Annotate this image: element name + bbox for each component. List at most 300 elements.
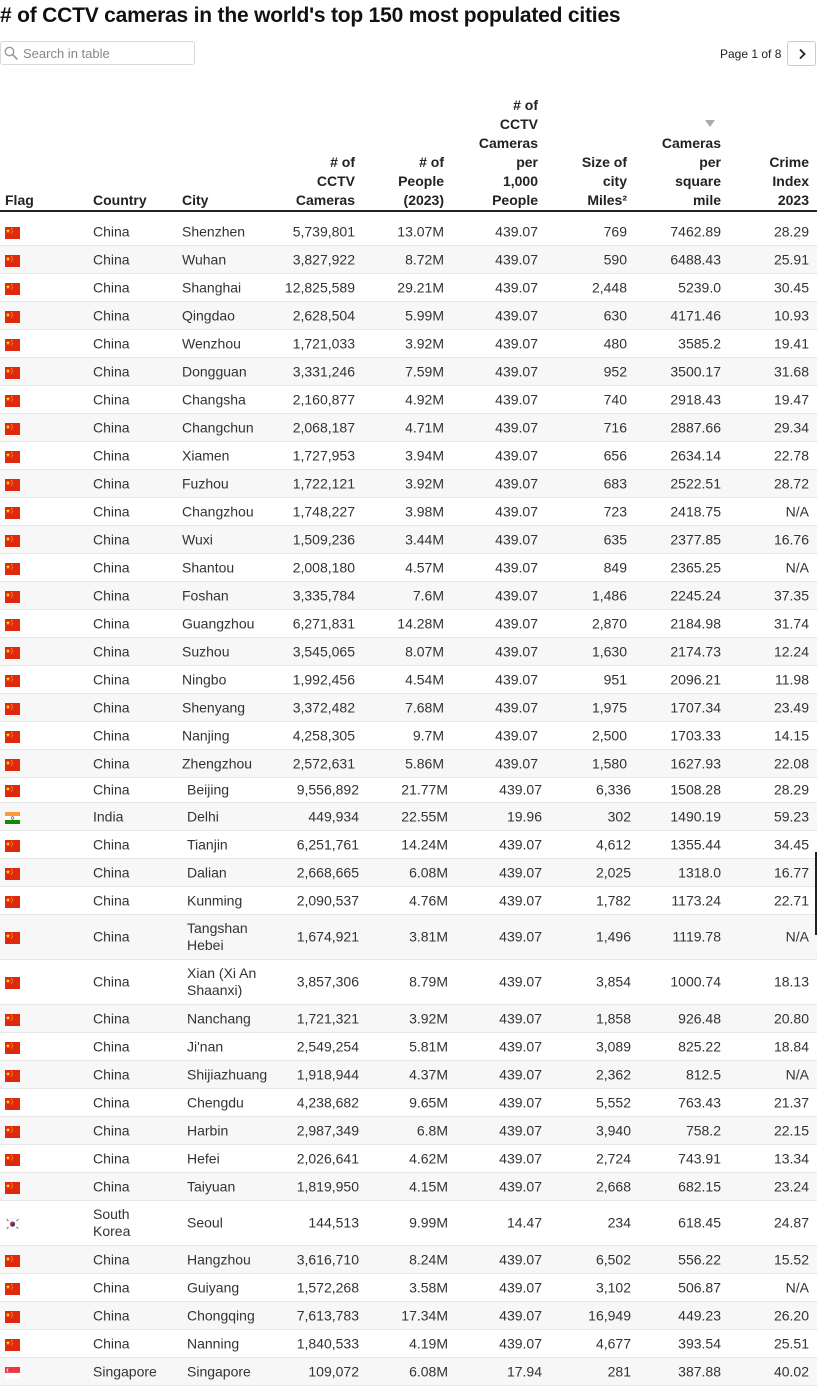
city-size-cell: 849 — [603, 559, 627, 575]
cameras-per-1000-cell: 439.07 — [495, 503, 538, 519]
table-row[interactable] — [0, 470, 817, 498]
country-cell: China — [93, 973, 130, 990]
country-cell: China — [93, 1066, 130, 1082]
crime-index-cell: 19.47 — [773, 391, 809, 407]
next-page-button[interactable] — [787, 41, 816, 66]
cameras-per-sq-mile-cell: 2245.24 — [670, 587, 721, 603]
country-cell: China — [93, 531, 130, 547]
city-size-cell: 480 — [603, 335, 627, 351]
city-size-cell: 1,580 — [591, 755, 627, 771]
cameras-per-1000-cell: 439.07 — [499, 781, 542, 798]
table-row[interactable] — [0, 831, 817, 859]
country-cell: China — [93, 755, 130, 771]
cameras-per-1000-cell: 439.07 — [499, 1178, 542, 1194]
city-cell: Ningbo — [182, 671, 227, 687]
cameras-per-sq-mile-cell: 682.15 — [678, 1178, 721, 1194]
people-cell: 8.24M — [409, 1251, 448, 1267]
china-flag-icon — [5, 1338, 20, 1350]
cameras-per-1000-cell: 439.07 — [495, 671, 538, 687]
country-cell: China — [93, 643, 130, 659]
cameras-per-1000-cell: 439.07 — [499, 928, 542, 945]
country-cell: China — [93, 335, 130, 351]
cameras-per-1000-cell: 14.47 — [506, 1214, 542, 1231]
search-box[interactable] — [0, 41, 195, 65]
cameras-per-sq-mile-cell: 2096.21 — [670, 671, 721, 687]
china-flag-icon — [5, 730, 20, 742]
cameras-cell: 2,068,187 — [292, 419, 355, 435]
crime-index-cell: N/A — [785, 1279, 809, 1295]
country-cell: China — [93, 1178, 130, 1194]
china-flag-icon — [5, 254, 20, 266]
cameras-cell: 2,008,180 — [292, 559, 355, 575]
china-flag-icon — [5, 1181, 20, 1193]
city-size-cell: 3,102 — [595, 1279, 631, 1295]
cameras-per-sq-mile-cell: 1318.0 — [678, 864, 721, 880]
city-size-cell: 723 — [603, 503, 627, 519]
china-flag-icon — [5, 422, 20, 434]
people-cell: 5.86M — [405, 755, 444, 771]
crime-index-cell: N/A — [785, 503, 809, 519]
people-cell: 3.58M — [409, 1279, 448, 1295]
china-flag-icon — [5, 758, 20, 770]
crime-index-cell: 40.02 — [773, 1363, 809, 1379]
people-cell: 8.72M — [405, 251, 444, 267]
city-cell: Hangzhou — [187, 1251, 251, 1267]
city-cell: Nanjing — [182, 727, 230, 743]
crime-index-cell: 31.68 — [773, 363, 809, 379]
table-row[interactable] — [0, 582, 817, 610]
cameras-cell: 2,572,631 — [292, 755, 355, 771]
city-size-cell: 635 — [603, 531, 627, 547]
city-cell: Harbin — [187, 1122, 229, 1138]
cameras-per-sq-mile-cell: 449.23 — [678, 1307, 721, 1323]
city-size-cell: 1,630 — [591, 643, 627, 659]
cameras-per-sq-mile-cell: 763.43 — [678, 1094, 721, 1110]
city-cell: Qingdao — [182, 307, 235, 323]
crime-index-cell: 12.24 — [773, 643, 809, 659]
city-cell: Shanghai — [182, 279, 242, 295]
column-header-city[interactable]: City — [182, 192, 209, 208]
table-row[interactable] — [0, 1246, 817, 1274]
cameras-per-sq-mile-cell: 4171.46 — [670, 307, 721, 323]
cameras-cell: 3,616,710 — [296, 1251, 359, 1267]
people-cell: 8.07M — [405, 643, 444, 659]
city-size-cell: 2,668 — [595, 1178, 631, 1194]
crime-index-cell: N/A — [785, 928, 809, 945]
people-cell: 3.92M — [405, 475, 444, 491]
crime-index-cell: 22.08 — [773, 755, 809, 771]
country-cell: China — [93, 671, 130, 687]
city-cell: Chengdu — [187, 1094, 244, 1110]
china-flag-icon — [5, 1013, 20, 1025]
city-size-cell: 1,975 — [591, 699, 627, 715]
city-size-cell: 952 — [603, 363, 627, 379]
crime-index-cell: 11.98 — [775, 671, 809, 687]
table-row[interactable] — [0, 274, 817, 302]
city-cell: Changsha — [182, 391, 246, 407]
sort-descending-icon[interactable] — [705, 120, 715, 127]
table-row[interactable] — [0, 414, 817, 442]
cameras-cell: 3,372,482 — [292, 699, 355, 715]
people-cell: 5.81M — [409, 1038, 448, 1054]
city-size-cell: 6,336 — [595, 781, 631, 798]
cameras-cell: 449,934 — [308, 808, 359, 824]
country-cell: China — [93, 475, 130, 491]
city-cell: Taiyuan — [187, 1178, 236, 1194]
crime-index-cell: 25.91 — [773, 251, 809, 267]
crime-index-cell: 10.93 — [773, 307, 809, 323]
cameras-per-sq-mile-cell: 758.2 — [685, 1122, 721, 1138]
city-cell: Shantou — [182, 559, 235, 575]
china-flag-icon — [5, 618, 20, 630]
city-cell: Zhengzhou — [182, 755, 253, 771]
city-cell: Seoul — [187, 1214, 223, 1231]
china-flag-icon — [5, 450, 20, 462]
city-cell: Singapore — [187, 1363, 251, 1379]
column-header-cameras-per-1000[interactable]: # of CCTV Cameras per 1,000 People — [478, 97, 538, 208]
city-size-cell: 2,724 — [595, 1150, 631, 1166]
table-row[interactable] — [0, 1173, 817, 1201]
cameras-per-sq-mile-cell: 6488.43 — [670, 251, 721, 267]
people-cell: 22.55M — [401, 808, 448, 824]
people-cell: 3.98M — [405, 503, 444, 519]
cameras-per-sq-mile-cell: 3585.2 — [678, 335, 721, 351]
city-size-cell: 1,496 — [595, 928, 631, 945]
table-row[interactable] — [0, 960, 817, 1005]
column-header-people[interactable]: # of People (2023) — [398, 154, 444, 208]
cameras-cell: 1,819,950 — [296, 1178, 359, 1194]
cameras-per-sq-mile-cell: 2522.51 — [670, 475, 721, 491]
china-flag-icon — [5, 590, 20, 602]
table-row[interactable] — [0, 778, 817, 803]
cameras-per-sq-mile-cell: 1707.34 — [670, 699, 721, 715]
crime-index-cell: 28.72 — [773, 475, 809, 491]
people-cell: 8.79M — [409, 973, 448, 990]
city-size-cell: 234 — [607, 1214, 631, 1231]
cameras-per-1000-cell: 439.07 — [495, 475, 538, 491]
crime-index-cell: 24.87 — [773, 1214, 809, 1231]
cameras-per-1000-cell: 439.07 — [495, 615, 538, 631]
cameras-per-sq-mile-cell: 393.54 — [678, 1335, 721, 1351]
table-row[interactable] — [0, 526, 817, 554]
people-cell: 3.81M — [409, 928, 448, 945]
city-size-cell: 630 — [603, 307, 627, 323]
table-row[interactable] — [0, 1089, 817, 1117]
city-cell: Foshan — [182, 587, 229, 603]
cameras-cell: 144,513 — [308, 1214, 359, 1231]
table-row[interactable] — [0, 750, 817, 778]
cameras-cell: 1,992,456 — [292, 671, 355, 687]
table-row[interactable] — [0, 554, 817, 582]
people-cell: 3.44M — [405, 531, 444, 547]
cameras-cell: 1,748,227 — [292, 503, 355, 519]
crime-index-cell: N/A — [785, 559, 809, 575]
china-flag-icon — [5, 1125, 20, 1137]
country-cell: China — [93, 223, 130, 239]
china-flag-icon — [5, 976, 20, 988]
column-header-flag[interactable]: Flag — [5, 192, 34, 208]
people-cell: 4.71M — [405, 419, 444, 435]
country-cell: China — [93, 864, 130, 880]
cameras-per-1000-cell: 19.96 — [506, 808, 542, 824]
table-row[interactable] — [0, 859, 817, 887]
cameras-per-sq-mile-cell: 2184.98 — [670, 615, 721, 631]
city-cell: Tangshan Hebei — [187, 920, 248, 953]
cameras-per-sq-mile-cell: 2377.85 — [670, 531, 721, 547]
table-row[interactable] — [0, 915, 817, 960]
cameras-per-1000-cell: 17.94 — [506, 1363, 542, 1379]
country-cell: Singapore — [93, 1363, 157, 1379]
city-size-cell: 3,854 — [595, 973, 631, 990]
china-flag-icon — [5, 1282, 20, 1294]
cameras-cell: 6,251,761 — [296, 836, 359, 852]
table-row[interactable] — [0, 694, 817, 722]
cameras-per-1000-cell: 439.07 — [495, 363, 538, 379]
cameras-cell: 2,987,349 — [296, 1122, 359, 1138]
crime-index-cell: N/A — [785, 1066, 809, 1082]
country-cell: China — [93, 1335, 130, 1351]
city-cell: Beijing — [187, 781, 230, 798]
cameras-cell: 12,825,589 — [284, 279, 355, 295]
column-header-cameras[interactable]: # of CCTV Cameras — [295, 154, 355, 208]
cameras-cell: 5,739,801 — [292, 223, 355, 239]
china-flag-icon — [5, 839, 20, 851]
search-icon — [4, 46, 18, 60]
city-size-cell: 3,089 — [595, 1038, 631, 1054]
city-size-cell: 3,940 — [595, 1122, 631, 1138]
china-flag-icon — [5, 646, 20, 658]
table-row[interactable] — [0, 218, 817, 246]
country-cell: China — [93, 559, 130, 575]
table-row[interactable] — [0, 330, 817, 358]
column-header-cameras-per-sq-mile[interactable]: Cameras per square mile — [661, 135, 721, 208]
country-cell: China — [93, 1150, 130, 1166]
country-cell: China — [93, 1094, 130, 1110]
people-cell: 3.94M — [405, 447, 444, 463]
table-row[interactable] — [0, 442, 817, 470]
cameras-per-sq-mile-cell: 556.22 — [678, 1251, 721, 1267]
city-size-cell: 590 — [603, 251, 627, 267]
page-indicator: Page 1 of 8 — [720, 47, 782, 61]
country-cell: China — [93, 587, 130, 603]
cameras-cell: 9,556,892 — [296, 781, 359, 798]
city-size-cell: 1,486 — [591, 587, 627, 603]
city-size-cell: 2,870 — [591, 615, 627, 631]
table-row[interactable] — [0, 358, 817, 386]
people-cell: 29.21M — [397, 279, 444, 295]
cameras-per-1000-cell: 439.07 — [499, 1307, 542, 1323]
city-size-cell: 4,612 — [595, 836, 631, 852]
city-size-cell: 769 — [603, 223, 627, 239]
cameras-cell: 7,613,783 — [296, 1307, 359, 1323]
cameras-cell: 3,827,922 — [292, 251, 355, 267]
cameras-per-sq-mile-cell: 1173.24 — [671, 892, 721, 908]
city-cell: Dalian — [187, 864, 227, 880]
city-cell: Guangzhou — [182, 615, 255, 631]
china-flag-icon — [5, 702, 20, 714]
table-row[interactable] — [0, 1033, 817, 1061]
city-cell: Nanning — [187, 1335, 240, 1351]
cameras-per-sq-mile-cell: 7462.89 — [670, 223, 721, 239]
crime-index-cell: 13.34 — [773, 1150, 809, 1166]
country-cell: China — [93, 1251, 130, 1267]
table-row[interactable] — [0, 1330, 817, 1358]
crime-index-cell: 22.71 — [773, 892, 809, 908]
cameras-cell: 1,722,121 — [292, 475, 355, 491]
china-flag-icon — [5, 674, 20, 686]
city-cell: Changchun — [182, 419, 254, 435]
china-flag-icon — [5, 562, 20, 574]
cameras-cell: 4,258,305 — [292, 727, 355, 743]
column-header-country[interactable]: Country — [93, 192, 147, 208]
cameras-per-1000-cell: 439.07 — [499, 1094, 542, 1110]
cameras-per-1000-cell: 439.07 — [499, 1150, 542, 1166]
china-flag-icon — [5, 931, 20, 943]
people-cell: 4.57M — [405, 559, 444, 575]
crime-index-cell: 18.13 — [773, 973, 809, 990]
china-flag-icon — [5, 1041, 20, 1053]
cameras-per-1000-cell: 439.07 — [499, 1279, 542, 1295]
city-size-cell: 2,500 — [591, 727, 627, 743]
crime-index-cell: 28.29 — [773, 781, 809, 798]
crime-index-cell: 22.78 — [773, 447, 809, 463]
country-cell: China — [93, 279, 130, 295]
table-row[interactable] — [0, 498, 817, 526]
table-row[interactable] — [0, 887, 817, 915]
cameras-per-1000-cell: 439.07 — [495, 699, 538, 715]
cameras-per-1000-cell: 439.07 — [495, 531, 538, 547]
cameras-per-sq-mile-cell: 1119.78 — [672, 928, 721, 945]
cameras-per-sq-mile-cell: 812.5 — [685, 1066, 721, 1082]
china-flag-icon — [5, 338, 20, 350]
cameras-per-1000-cell: 439.07 — [499, 1066, 542, 1082]
country-cell: China — [93, 781, 130, 798]
china-flag-icon — [5, 1097, 20, 1109]
cameras-per-1000-cell: 439.07 — [495, 559, 538, 575]
column-header-crime-index[interactable]: Crime Index 2023 — [769, 154, 809, 208]
people-cell: 14.28M — [397, 615, 444, 631]
table-row[interactable] — [0, 386, 817, 414]
table-row[interactable] — [0, 610, 817, 638]
cameras-per-1000-cell: 439.07 — [499, 864, 542, 880]
search-input[interactable] — [23, 42, 191, 64]
crime-index-cell: 20.80 — [773, 1010, 809, 1026]
city-cell: Tianjin — [187, 836, 228, 852]
cameras-cell: 3,331,246 — [292, 363, 355, 379]
table-row[interactable] — [0, 1201, 817, 1246]
china-flag-icon — [5, 394, 20, 406]
table-row[interactable] — [0, 666, 817, 694]
cameras-cell: 1,509,236 — [292, 531, 355, 547]
cameras-cell: 2,090,537 — [296, 892, 359, 908]
people-cell: 3.92M — [405, 335, 444, 351]
city-cell: Shenyang — [182, 699, 246, 715]
country-cell: China — [93, 363, 130, 379]
table-row[interactable] — [0, 1274, 817, 1302]
table-row[interactable] — [0, 1145, 817, 1173]
crime-index-cell: 31.74 — [773, 615, 809, 631]
cameras-cell: 1,918,944 — [296, 1066, 359, 1082]
cameras-per-sq-mile-cell: 618.45 — [678, 1214, 721, 1231]
city-cell: Xiamen — [182, 447, 230, 463]
city-size-cell: 1,782 — [595, 892, 631, 908]
country-cell: China — [93, 1038, 130, 1054]
cameras-cell: 1,840,533 — [296, 1335, 359, 1351]
crime-index-cell: 15.52 — [773, 1251, 809, 1267]
city-size-cell: 281 — [607, 1363, 631, 1379]
table-row[interactable] — [0, 1005, 817, 1033]
chevron-right-icon — [797, 48, 807, 60]
crime-index-cell: 28.29 — [773, 223, 809, 239]
city-size-cell: 951 — [603, 671, 627, 687]
country-cell: China — [93, 447, 130, 463]
city-cell: Fuzhou — [182, 475, 229, 491]
country-cell: China — [93, 1279, 130, 1295]
table-row[interactable] — [0, 722, 817, 750]
cameras-per-sq-mile-cell: 1703.33 — [670, 727, 721, 743]
crime-index-cell: 16.77 — [773, 864, 809, 880]
people-cell: 4.54M — [405, 671, 444, 687]
table-row[interactable] — [0, 1061, 817, 1089]
crime-index-cell: 34.45 — [773, 836, 809, 852]
table-row[interactable] — [0, 1302, 817, 1330]
people-cell: 4.62M — [409, 1150, 448, 1166]
city-cell: Chongqing — [187, 1307, 255, 1323]
table-row[interactable] — [0, 1358, 817, 1386]
people-cell: 4.37M — [409, 1066, 448, 1082]
cameras-per-sq-mile-cell: 2887.66 — [670, 419, 721, 435]
people-cell: 7.68M — [405, 699, 444, 715]
cameras-cell: 1,572,268 — [296, 1279, 359, 1295]
city-cell: Shijiazhuang — [187, 1066, 268, 1082]
china-flag-icon — [5, 534, 20, 546]
country-cell: China — [93, 503, 130, 519]
city-size-cell: 302 — [607, 808, 631, 824]
city-cell: Wuhan — [182, 251, 227, 267]
crime-index-cell: 29.34 — [773, 419, 809, 435]
china-flag-icon — [5, 867, 20, 879]
china-flag-icon — [5, 478, 20, 490]
table-row[interactable] — [0, 803, 817, 831]
city-size-cell: 2,362 — [595, 1066, 631, 1082]
cameras-per-sq-mile-cell: 5239.0 — [678, 279, 721, 295]
city-cell: Changzhou — [182, 503, 254, 519]
table-row[interactable] — [0, 302, 817, 330]
table-row[interactable] — [0, 1117, 817, 1145]
cameras-per-1000-cell: 439.07 — [499, 1335, 542, 1351]
table-row[interactable] — [0, 246, 817, 274]
cameras-cell: 109,072 — [308, 1363, 359, 1379]
cameras-per-sq-mile-cell: 2918.43 — [670, 391, 721, 407]
country-cell: China — [93, 892, 130, 908]
cameras-per-sq-mile-cell: 743.91 — [678, 1150, 721, 1166]
cameras-cell: 1,674,921 — [296, 928, 359, 945]
country-cell: China — [93, 836, 130, 852]
city-cell: Wuxi — [182, 531, 213, 547]
people-cell: 4.15M — [409, 1178, 448, 1194]
table-row[interactable] — [0, 638, 817, 666]
cameras-per-1000-cell: 439.07 — [499, 1010, 542, 1026]
people-cell: 6.08M — [409, 864, 448, 880]
people-cell: 6.8M — [416, 1122, 448, 1138]
china-flag-icon — [5, 1310, 20, 1322]
crime-index-cell: 23.49 — [773, 699, 809, 715]
people-cell: 7.59M — [405, 363, 444, 379]
city-cell: Dongguan — [182, 363, 247, 379]
column-header-city-size[interactable]: Size of city Miles² — [581, 154, 627, 208]
cameras-per-sq-mile-cell: 1508.28 — [670, 781, 721, 798]
cameras-per-1000-cell: 439.07 — [495, 755, 538, 771]
